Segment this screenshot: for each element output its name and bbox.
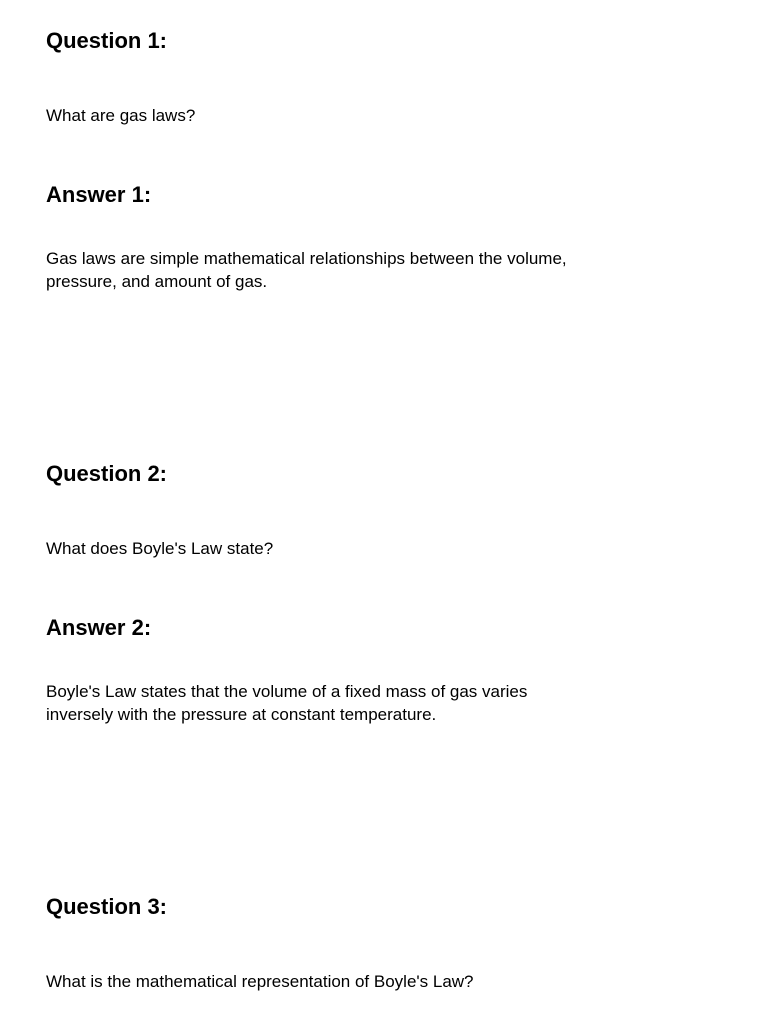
question-1-text: What are gas laws? [46, 106, 196, 125]
answer-2-text: Boyle's Law states that the volume of a fixed mass of gas varies inversely with the pressure at constant temperature. [46, 682, 528, 724]
question-1-heading: Question 1: [46, 28, 168, 53]
question-3-text: What is the mathematical representation of Boyle's Law? [46, 972, 474, 991]
answer-1-heading: Answer 1: [46, 182, 152, 207]
answer-2-heading: Answer 2: [46, 615, 152, 640]
question-3-heading: Question 3: [46, 894, 168, 919]
question-2-heading: Question 2: [46, 461, 168, 486]
answer-1-text: Gas laws are simple mathematical relationships between the volume, pressure, and amount of gas. [46, 249, 567, 291]
question-2-text: What does Boyle's Law state? [46, 539, 274, 558]
